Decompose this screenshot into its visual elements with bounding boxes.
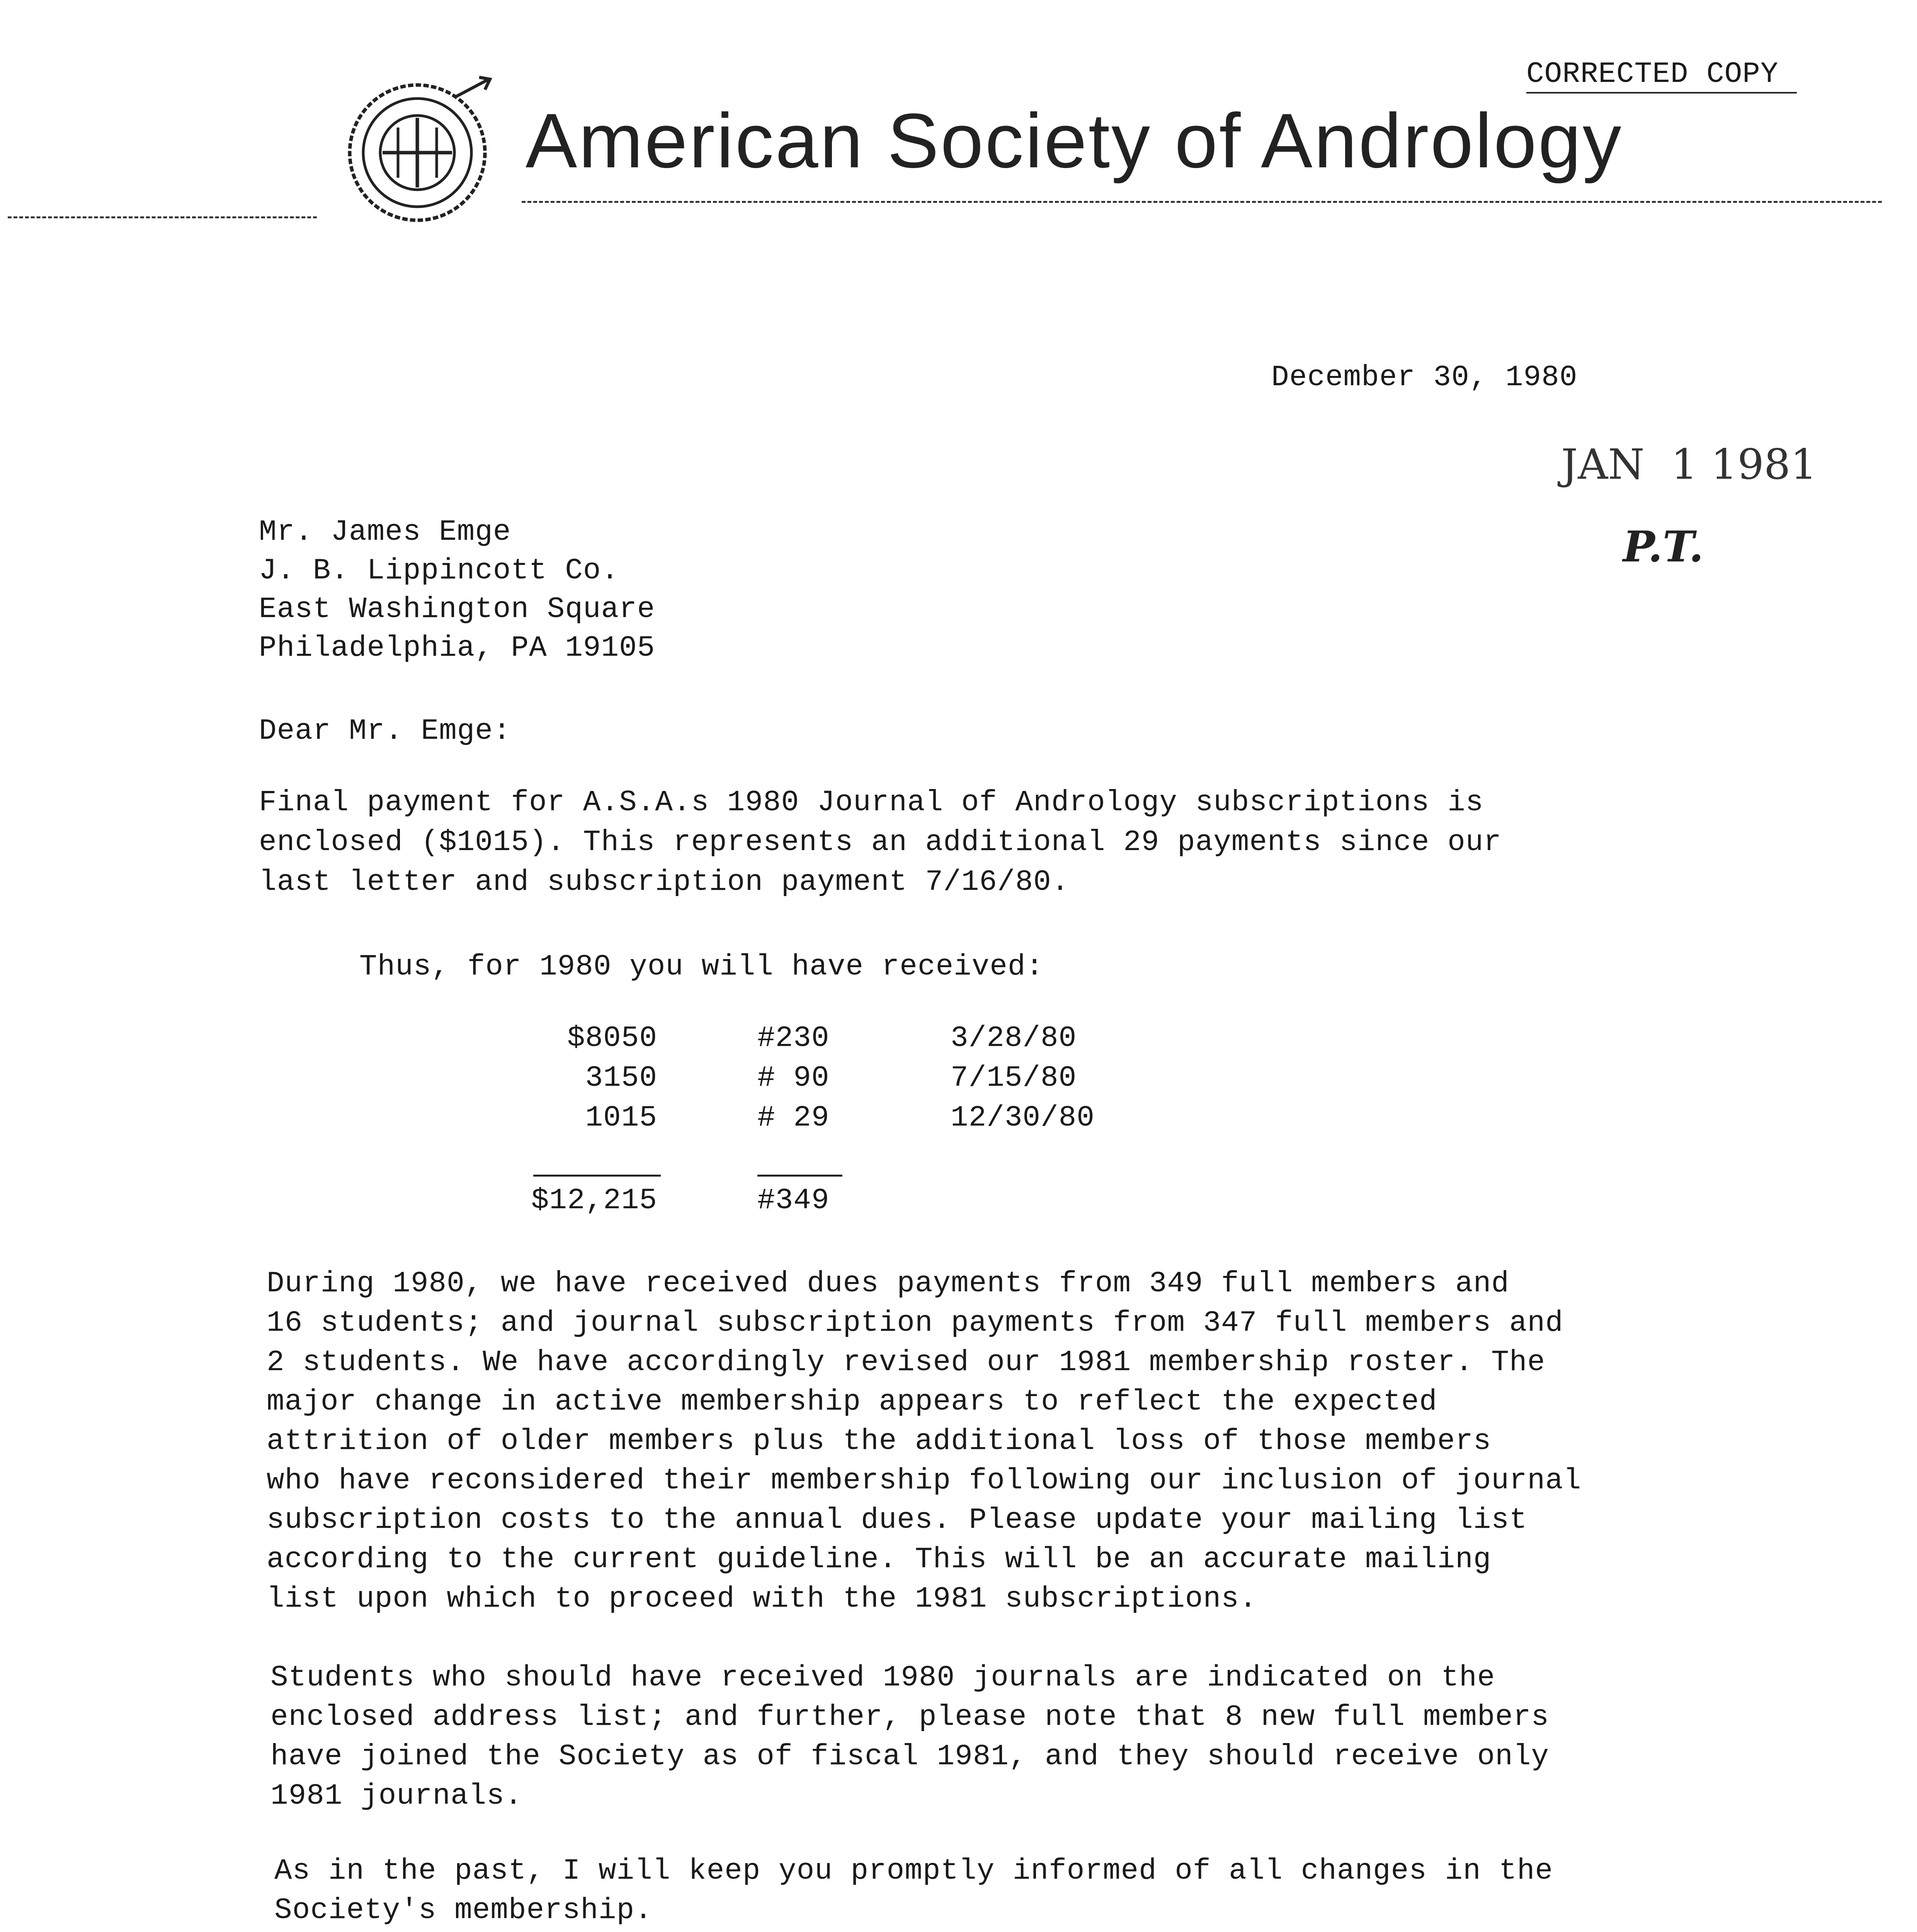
salutation: Dear Mr. Emge: [259,714,511,748]
total-amount-rule [533,1175,661,1177]
payment-amount: $8050 [567,1022,657,1055]
paragraph-2-line: attrition of older members plus the additional loss of those members [267,1425,1492,1458]
payment-count: #230 [757,1022,830,1055]
paragraph-2-line: subscription costs to the annual dues. Please update your mailing list [267,1503,1527,1537]
payment-date: 3/28/80 [951,1022,1077,1055]
paragraph-2-line: 16 students; and journal subscription payments from 347 full members and [267,1306,1563,1340]
paragraph-2-line: list upon which to proceed with the 1981 subscriptions. [267,1582,1257,1616]
paragraph-1-line: last letter and subscription payment 7/16/80. [259,866,1070,899]
paragraph-2-line: major change in active membership appears to reflect the expected [267,1385,1437,1418]
address-line-3: East Washington Square [259,593,655,626]
payment-date: 7/15/80 [951,1061,1077,1095]
paragraph-2-line: During 1980, we have received dues payments from 349 full members and [267,1267,1509,1300]
payments-intro: Thus, for 1980 you will have received: [359,950,1044,983]
payment-amount: 1015 [585,1101,657,1134]
payment-count: # 29 [757,1101,830,1134]
society-logo-seal [340,70,502,232]
society-name: American Society of Andrology [526,98,1623,184]
payment-amount: 3150 [585,1061,657,1095]
paragraph-2-line: according to the current guideline. This will be an accurate mailing [267,1543,1492,1576]
paragraph-3-line: have joined the Society as of fiscal 1981, and they should receive only [270,1740,1550,1773]
payment-count: # 90 [757,1061,830,1095]
letter-date: December 30, 1980 [1271,361,1578,394]
paragraph-4-line: Society's membership. [274,1894,653,1927]
paragraph-2-line: who have reconsidered their membership following our inclusion of journal [267,1464,1582,1497]
total-amount: $12,215 [531,1184,657,1217]
paragraph-1-line: enclosed ($1015). This represents an additional 29 payments since our [259,826,1502,859]
header-rule-right [522,201,1882,203]
received-initials: P.T. [1623,522,1704,571]
total-count: #349 [757,1184,830,1217]
paragraph-4-line: As in the past, I will keep you promptly informed of all changes in the [274,1854,1553,1888]
header-rule-left [8,216,317,218]
received-date-stamp: JAN 1 1981 [1561,440,1817,489]
address-line-1: Mr. James Emge [259,515,511,549]
address-line-2: J. B. Lippincott Co. [259,554,619,587]
payment-date: 12/30/80 [951,1101,1095,1134]
paragraph-3-line: enclosed address list; and further, please note that 8 new full members [270,1701,1550,1734]
paragraph-2-line: 2 students. We have accordingly revised our 1981 membership roster. The [267,1346,1546,1379]
corrected-copy-label: CORRECTED COPY [1526,58,1779,91]
paragraph-1-line: Final payment for A.S.A.s 1980 Journal of Andrology subscriptions is [259,786,1484,819]
corrected-copy-underline [1526,92,1797,94]
total-count-rule [757,1175,842,1177]
address-line-4: Philadelphia, PA 19105 [259,631,655,665]
paragraph-3-line: Students who should have received 1980 journals are indicated on the [270,1661,1495,1694]
paragraph-3-line: 1981 journals. [270,1779,523,1813]
